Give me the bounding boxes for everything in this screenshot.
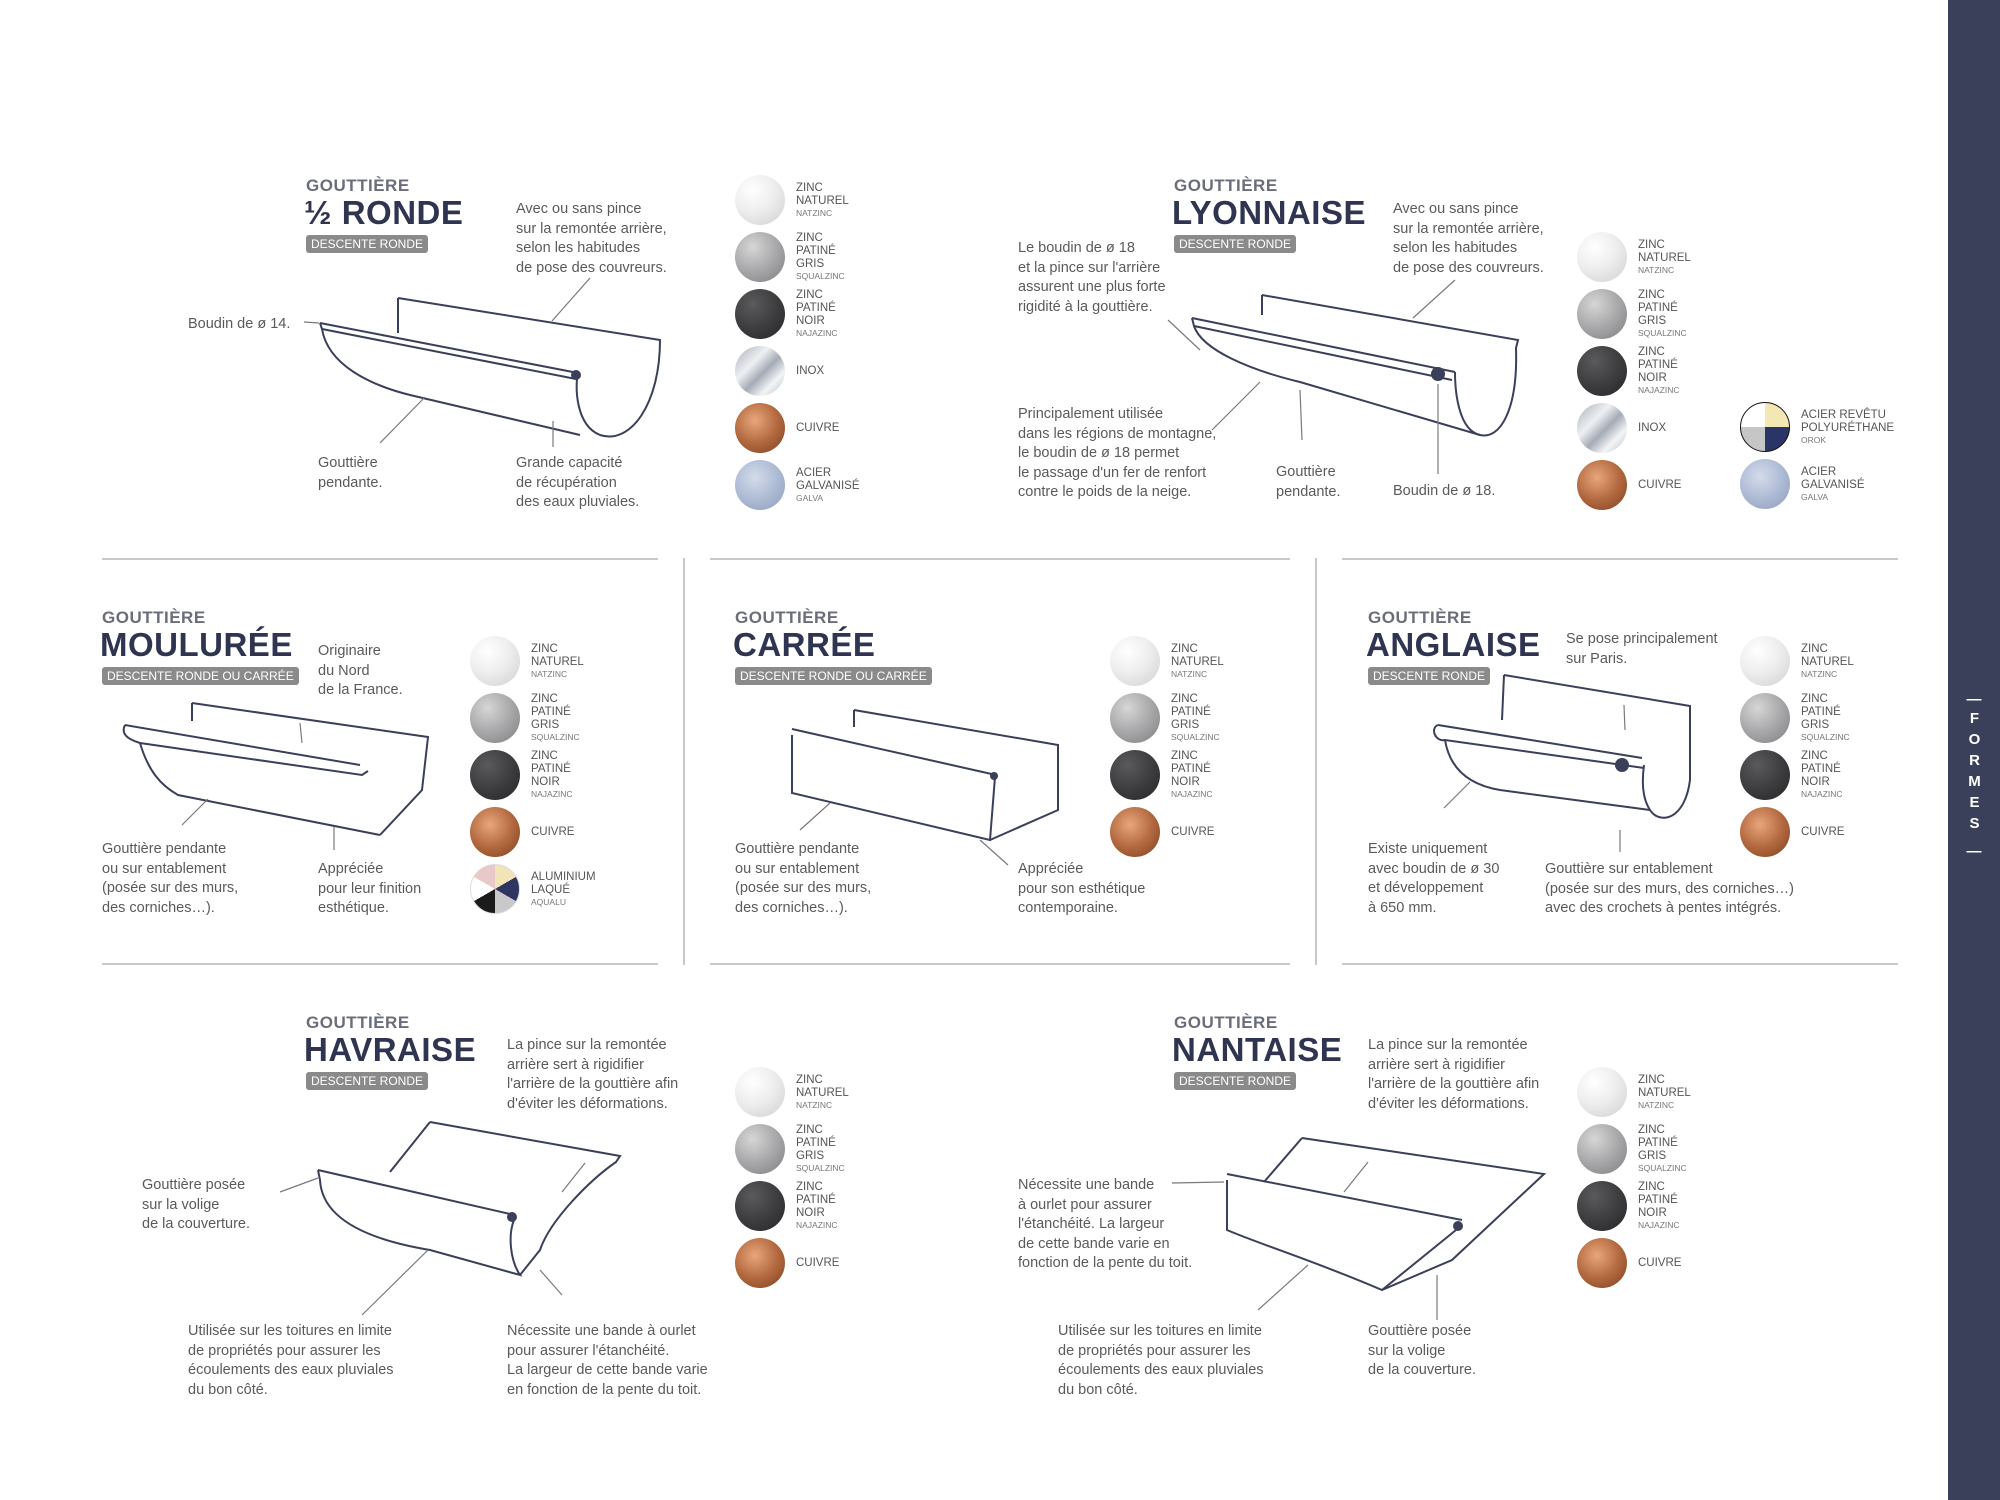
finish-name: ZINC NATUREL [796,181,849,207]
finish-swatch [470,864,596,914]
finish-name: CUIVRE [531,825,575,838]
finish-label [1638,422,1666,435]
finish-label [796,289,838,339]
note: Avec ou sans pince sur la remontée arrière, selon les habitudes de pose des couvreurs. [1393,201,1544,276]
note: Grande capacité de récupération des eaux pluviales. [516,455,640,510]
finish-swatch [1577,346,1680,396]
note: Gouttière posée sur la volige de la couverture. [142,1177,251,1232]
finish-brand: NATZINC [1801,668,1838,679]
finish-swatch [1577,232,1691,282]
finish-label [1801,750,1843,800]
finish-disc [1740,750,1790,800]
finish-swatch [470,750,573,800]
gutter-illustration [290,285,690,485]
note: Se pose principalement sur Paris. [1566,631,1718,667]
divider [102,963,658,965]
finish-disc [1577,346,1627,396]
finish-label [796,1074,849,1111]
finish-swatch [1577,1181,1680,1231]
finish-disc [1740,636,1790,686]
finish-disc [1577,403,1627,453]
finish-label [1638,1257,1681,1270]
finish-swatch [1110,693,1220,743]
kicker: GOUTTIÈRE [1174,1013,1278,1032]
finish-disc [735,1181,785,1231]
kicker: GOUTTIÈRE [735,608,839,627]
note: Avec ou sans pince sur la remontée arrière, selon les habitudes de pose des couvreurs. [516,201,667,276]
finish-name: ALUMINIUM LAQUÉ [531,870,596,896]
note: Gouttière posée sur la volige de la couverture. [1368,1323,1477,1378]
finish-label [1801,643,1854,680]
divider [710,558,1290,560]
finish-disc [1577,1181,1627,1231]
note: Nécessite une bande à ourlet pour assurer l'étanchéité. La largeur de cette bande varie en fonction de la pente du toit. [1018,1177,1193,1271]
finish-brand: SQUALZINC [1638,1163,1687,1173]
note: La pince sur la remontée arrière sert à rigidifier l'arrière de la gouttière afin d'éviter les déformations. [1368,1037,1540,1112]
descent-badge: DESCENTE RONDE [1174,235,1296,253]
finish-brand: NATZINC [531,668,568,679]
finish-label [1801,826,1844,839]
finish-swatch [1110,636,1224,686]
finish-label [796,467,859,504]
finish-disc [735,1067,785,1117]
finish-name: CUIVRE [1801,825,1845,838]
finish-swatch [1577,403,1666,453]
finish-swatch [1577,1124,1687,1174]
finish-brand: OROK [1801,434,1827,445]
finish-swatch [1577,289,1687,339]
descent-badge: DESCENTE RONDE [306,1072,428,1090]
divider [1342,558,1898,560]
finish-disc [470,693,520,743]
finish-label [531,750,573,800]
finish-label [1171,750,1213,800]
finish-brand: SQUALZINC [1171,732,1220,742]
descent-badge: DESCENTE RONDE [1174,1072,1296,1090]
descent-badge: DESCENTE RONDE [306,235,428,253]
finish-swatch [735,460,859,510]
finish-label [1638,289,1687,339]
finish-disc [1110,693,1160,743]
finish-name: INOX [796,364,825,377]
finish-label [796,1124,845,1174]
note: Le boudin de ø 18 et la pince sur l'arrière assurent une plus forte rigidité à la gouttière. [1018,240,1166,315]
finish-disc [1577,460,1627,510]
finish-disc [1577,1067,1627,1117]
finish-name: CUIVRE [1638,1256,1682,1269]
finish-label [531,643,584,680]
finish-name: ZINC NATUREL [1638,1073,1691,1099]
finish-brand: NAJAZINC [1638,1220,1680,1230]
finish-swatch [735,1181,838,1231]
finish-disc [1110,636,1160,686]
kicker: GOUTTIÈRE [306,176,410,195]
descent-badge: DESCENTE RONDE OU CARRÉE [735,667,932,685]
finish-label [796,422,839,435]
product-title: HAVRAISE [304,1031,477,1068]
finish-name: ZINC NATUREL [1638,238,1691,264]
finish-disc [735,1124,785,1174]
kicker: GOUTTIÈRE [1368,608,1472,627]
note: Utilisée sur les toitures en limite de propriétés pour assurer les écoulements des eaux pluviales du bon côté. [188,1323,394,1398]
finish-swatch [735,1238,839,1288]
finish-name: ZINC PATINÉ GRIS [1171,693,1211,731]
finish-swatch [470,693,580,743]
finish-swatch [1740,402,1894,452]
finish-brand: AQUALU [531,896,566,907]
finish-brand: NAJAZINC [1801,789,1843,799]
finish-swatch [735,175,849,225]
divider [1342,963,1898,965]
divider [1315,558,1317,965]
finish-name: CUIVRE [796,1256,840,1269]
section-sidebar [1948,0,2000,1500]
finish-label [1638,1074,1691,1111]
finish-brand: NATZINC [1638,264,1675,275]
kicker: GOUTTIÈRE [306,1013,410,1032]
note: Gouttière pendante. [1276,464,1341,500]
finish-brand: SQUALZINC [796,271,845,281]
finish-name: ZINC PATINÉ NOIR [796,289,836,327]
finish-label [796,1257,839,1270]
finish-swatch [470,807,574,857]
finish-name: ZINC PATINÉ GRIS [1801,693,1841,731]
finish-name: ZINC PATINÉ GRIS [531,693,571,731]
note: Appréciée pour leur finition esthétique. [318,861,422,916]
finish-label [1638,346,1680,396]
product-title: ANGLAISE [1366,626,1541,663]
divider [710,963,1290,965]
note: Utilisée sur les toitures en limite de propriétés pour assurer les écoulements des eaux pluviales du bon côté. [1058,1323,1264,1398]
finish-brand: NAJAZINC [796,1220,838,1230]
finish-swatch [1740,636,1854,686]
finish-label [796,182,849,219]
finish-name: ZINC PATINÉ NOIR [1801,750,1841,788]
finish-name: CUIVRE [796,421,840,434]
finish-label [796,1181,838,1231]
finish-name: ZINC PATINÉ NOIR [1171,750,1211,788]
finish-name: CUIVRE [1638,478,1682,491]
finish-disc [470,636,520,686]
kicker: GOUTTIÈRE [1174,176,1278,195]
finish-label [1801,466,1864,503]
finish-brand: NATZINC [796,207,833,218]
finish-disc [1110,807,1160,857]
finish-label [1171,826,1214,839]
finish-label [1638,479,1681,492]
finish-label [796,232,845,282]
finish-disc [735,289,785,339]
note: Existe uniquement avec boudin de ø 30 et développement à 650 mm. [1368,841,1500,916]
gutter-illustration [310,1120,640,1280]
finish-label [1171,643,1224,680]
finish-name: ZINC NATUREL [531,642,584,668]
finish-brand: NAJAZINC [531,789,573,799]
note: Originaire du Nord de la France. [318,643,403,698]
finish-label [1171,693,1220,743]
finish-brand: NAJAZINC [796,328,838,338]
finish-brand: GALVA [796,492,824,503]
finish-disc [1577,289,1627,339]
finish-disc [735,346,785,396]
finish-disc [735,175,785,225]
finish-label [1638,1124,1687,1174]
finish-name: ZINC NATUREL [1171,642,1224,668]
note: Principalement utilisée dans les régions de montagne, le boudin de ø 18 permet le passage d'un fer de renfort contre le poids de la neige. [1018,406,1217,500]
finish-disc [1577,1238,1627,1288]
divider [102,558,658,560]
finish-swatch [1740,807,1844,857]
finish-swatch [735,346,824,396]
finish-name: ZINC PATINÉ NOIR [1638,1181,1678,1219]
finish-name: ZINC NATUREL [796,1073,849,1099]
finish-swatch [1577,1238,1681,1288]
product-title: MOULURÉE [100,626,293,663]
gutter-illustration [120,695,440,835]
gutter-illustration [1420,670,1720,830]
finish-label [531,826,574,839]
finish-disc [735,232,785,282]
finish-disc [735,403,785,453]
finish-disc [470,864,520,914]
finish-disc [1577,1124,1627,1174]
note: Gouttière pendante ou sur entablement (posée sur des murs, des corniches…). [735,841,872,916]
finish-disc [1740,402,1790,452]
finish-label [1638,1181,1680,1231]
finish-brand: SQUALZINC [796,1163,845,1173]
finish-name: ZINC NATUREL [1801,642,1854,668]
finish-swatch [735,232,845,282]
finish-disc [1740,459,1790,509]
note: Boudin de ø 18. [1393,483,1496,499]
finish-swatch [1740,459,1864,509]
kicker: GOUTTIÈRE [102,608,206,627]
finish-label [531,871,596,908]
finish-disc [1110,750,1160,800]
finish-disc [1740,807,1790,857]
finish-disc [1577,232,1627,282]
descent-badge: DESCENTE RONDE [1368,667,1490,685]
finish-name: ZINC PATINÉ GRIS [1638,1124,1678,1162]
finish-label [796,365,824,378]
gutter-illustration [1180,290,1580,490]
finish-swatch [1110,807,1214,857]
finish-brand: GALVA [1801,491,1829,502]
product-title: ½ RONDE [304,194,464,231]
finish-label [1638,239,1691,276]
finish-swatch [1577,460,1681,510]
finish-name: CUIVRE [1171,825,1215,838]
finish-brand: NAJAZINC [1171,789,1213,799]
note: Boudin de ø 14. [188,316,291,332]
sidebar-label-text: FORMES [1966,710,1983,836]
finish-name: INOX [1638,421,1667,434]
finish-brand: NAJAZINC [1638,385,1680,395]
finish-swatch [735,289,838,339]
finish-swatch [1110,750,1213,800]
finish-name: ZINC PATINÉ NOIR [796,1181,836,1219]
finish-label [531,693,580,743]
finish-name: ZINC PATINÉ GRIS [796,1124,836,1162]
finish-label [1801,693,1850,743]
finish-swatch [735,403,839,453]
finish-disc [1740,693,1790,743]
finish-name: ZINC PATINÉ GRIS [796,232,836,270]
finish-label [1801,409,1894,446]
note: Appréciée pour son esthétique contemporaine. [1018,861,1146,916]
finish-swatch [1740,750,1843,800]
gutter-illustration [790,705,1090,845]
finish-disc [735,460,785,510]
finish-brand: SQUALZINC [1638,328,1687,338]
note: La pince sur la remontée arrière sert à rigidifier l'arrière de la gouttière afin d'éviter les déformations. [507,1037,679,1112]
product-title: CARRÉE [733,626,876,663]
finish-swatch [1740,693,1850,743]
finish-swatch [1577,1067,1691,1117]
sidebar-label: — FORMES — [1966,691,1983,860]
finish-swatch [470,636,584,686]
finish-swatch [735,1067,849,1117]
note: Gouttière pendante. [318,455,383,491]
finish-disc [470,750,520,800]
finish-name: ZINC PATINÉ NOIR [1638,346,1678,384]
finish-name: ACIER GALVANISÉ [796,466,860,492]
finish-brand: NATZINC [1171,668,1208,679]
finish-disc [470,807,520,857]
divider [683,558,685,965]
finish-brand: SQUALZINC [531,732,580,742]
finish-disc [735,1238,785,1288]
finish-brand: NATZINC [1638,1099,1675,1110]
note: Nécessite une bande à ourlet pour assurer l'étanchéité. La largeur de cette bande varie en fonction de la pente du toit. [507,1323,708,1398]
finish-name: ZINC PATINÉ NOIR [531,750,571,788]
finish-name: ACIER GALVANISÉ [1801,465,1865,491]
note: Gouttière sur entablement (posée sur des murs, des corniches…) avec des crochets à pentes intégrés. [1545,861,1795,916]
finish-name: ACIER REVÊTU POLYURÉTHANE [1801,408,1895,434]
note: Gouttière pendante ou sur entablement (posée sur des murs, des corniches…). [102,841,239,916]
finish-name: ZINC PATINÉ GRIS [1638,289,1678,327]
finish-brand: SQUALZINC [1801,732,1850,742]
product-title: NANTAISE [1172,1031,1343,1068]
finish-brand: NATZINC [796,1099,833,1110]
descent-badge: DESCENTE RONDE OU CARRÉE [102,667,299,685]
gutter-illustration [1222,1130,1552,1290]
finish-swatch [735,1124,845,1174]
product-title: LYONNAISE [1172,194,1366,231]
